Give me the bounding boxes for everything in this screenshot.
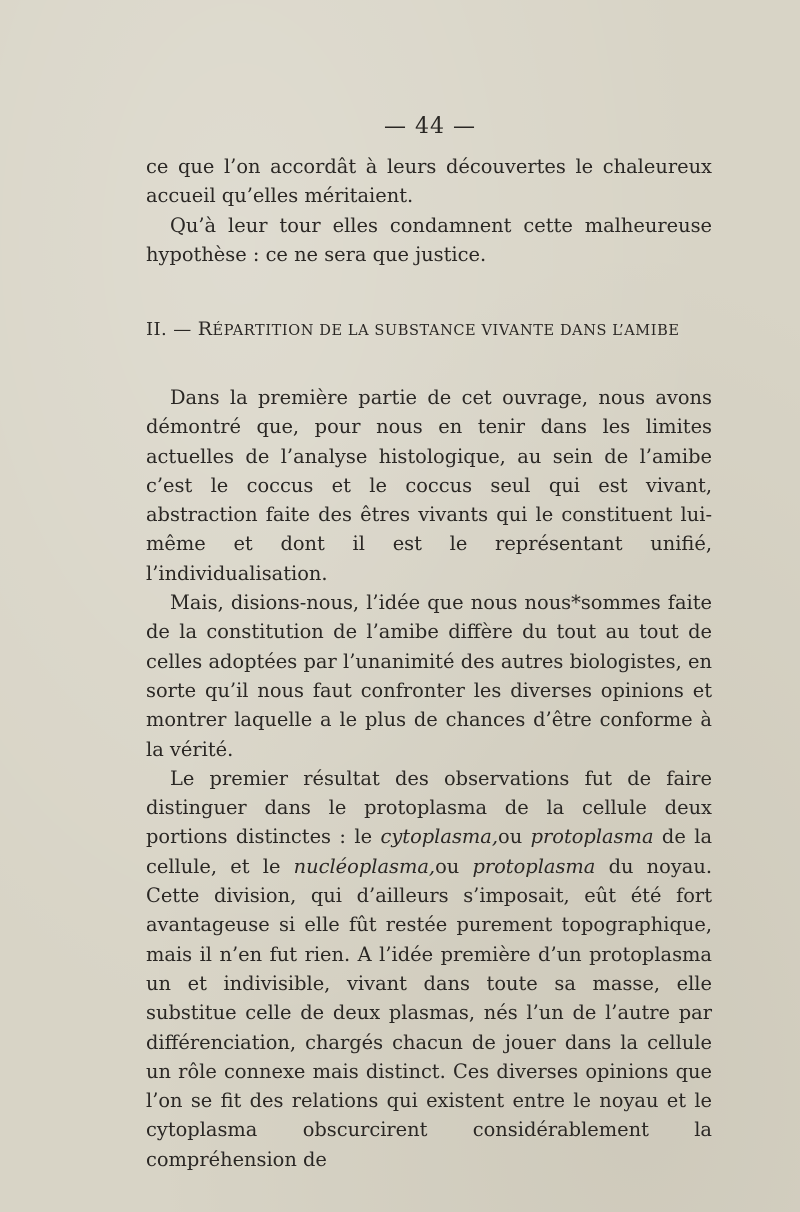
italic-term: cytoplasma, (380, 825, 499, 849)
paragraph: Qu’à leur tour elles condamnent cette malheureuse hypothèse : ce ne sera que justice. (146, 213, 712, 266)
text-run: ou (498, 825, 531, 849)
italic-term: protoplasma (472, 854, 596, 878)
intro-text (146, 152, 712, 269)
paragraph (146, 764, 712, 1174)
section-title: ÉPARTITION DE LA SUBSTANCE VIVANTE DANS L’AMIBE (212, 323, 680, 339)
section-heading (146, 318, 716, 340)
italic-term: protoplasma (530, 825, 654, 849)
text-run: ou (435, 854, 473, 878)
text-run: du noyau. Cette division, qui d’ailleurs s’imposait, eût été fort avantageuse si elle fût restée purement topographique, mais il n’en fut rien. A l’idée première d’un protoplasma un et indivisible, vivant dans toute sa masse, elle substitue celle de deux plasmas, nés l’un de l’autre par différenciation, chargés chacun de jouer dans la cellule un rôle connexe mais distinct. Ces diverses opinions que l’on se fit des relations qui existent entre le noyau et le cytoplasma obscurcirent considérablement la compréhension de (146, 854, 713, 1171)
text-run: Le premier résultat des observations fut de faire distinguer dans le protoplasma de la cellule deux portions distinctes : le (146, 766, 712, 849)
paragraph: Mais, disions-nous, l’idée que nous nous*sommes faite de la constitution de l’amibe diffère du tout au tout de celles adoptées par l’unanimité des autres biologistes, en sorte qu’il nous faut confronter les diverses opinions et montrer laquelle a le plus de chances d’être conforme à la vérité. (146, 591, 712, 761)
page-number: — 44 — (384, 114, 476, 139)
paragraph: ce que l’on accordât à leurs découvertes le chaleureux accueil qu’elles méritaient. (146, 155, 712, 208)
paragraph: Dans la première partie de cet ouvrage, nous avons démontré que, pour nous en tenir dans les limites actuelles de l’analyse histologique, au sein de l’amibe c’est le coccus et le coccus seul qui est vivant, abstraction faite des êtres vivants qui le constituent lui-même et dont il est le représentant unifié, l’individualisation. (146, 386, 712, 585)
section-number: II. — (146, 319, 198, 340)
main-text (146, 383, 712, 1174)
section-title-initial: R (197, 318, 213, 340)
text-run: de la cellule, et le (146, 825, 713, 878)
italic-term: nucléoplasma, (293, 854, 436, 878)
